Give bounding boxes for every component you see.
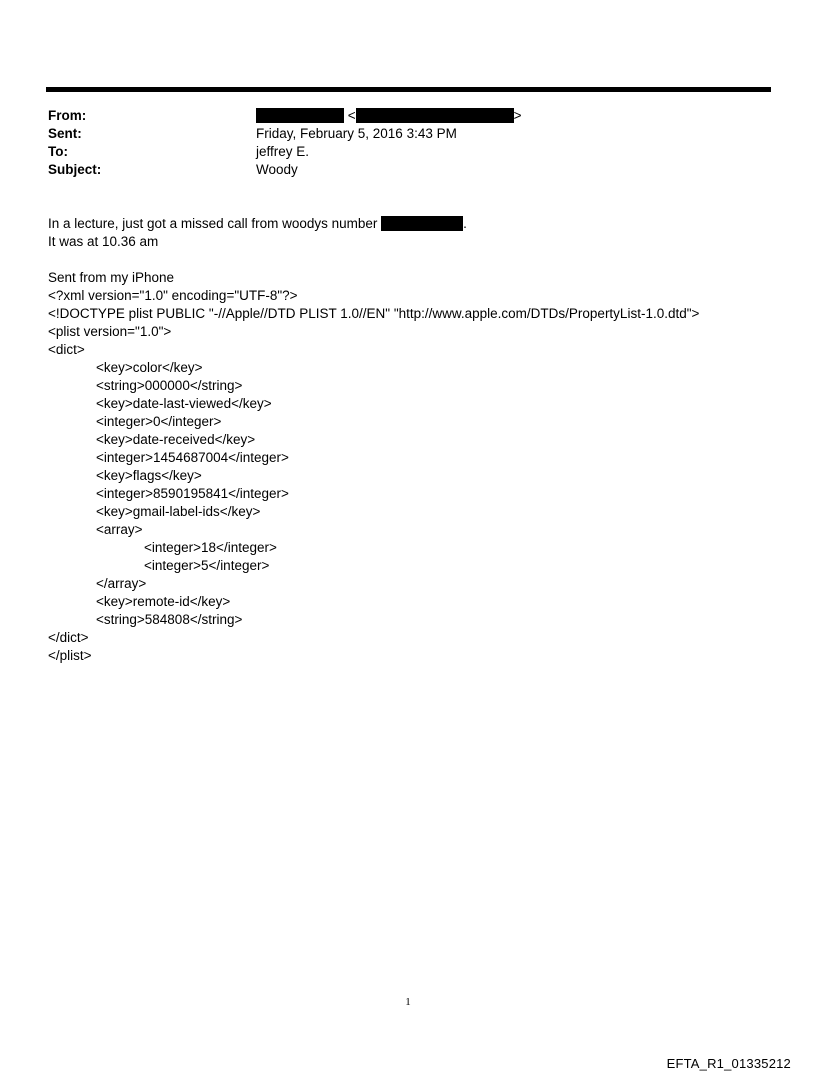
plist-line: <!DOCTYPE plist PUBLIC "-//Apple//DTD PLIST 1.0//EN" "http://www.apple.com/DTDs/PropertyList-1.0.dtd">	[48, 306, 700, 321]
to-label: To:	[48, 144, 68, 159]
signature: Sent from my iPhone	[48, 270, 175, 285]
page-number: 1	[405, 996, 411, 1008]
plist-line: <string>000000</string>	[96, 378, 243, 393]
plist-line: <plist version="1.0">	[48, 324, 172, 339]
to-value: jeffrey E.	[256, 144, 310, 159]
plist-line: </dict>	[48, 630, 89, 645]
body-line-1	[48, 215, 467, 233]
subject-label: Subject:	[48, 162, 102, 177]
redacted-phone-number	[381, 216, 463, 231]
plist-line: <integer>5</integer>	[144, 558, 270, 573]
plist-line: </array>	[96, 576, 147, 591]
plist-line: <integer>0</integer>	[96, 414, 222, 429]
plist-line: <key>flags</key>	[96, 468, 202, 483]
sent-value: Friday, February 5, 2016 3:43 PM	[256, 126, 457, 141]
plist-line: <?xml version="1.0" encoding="UTF-8"?>	[48, 288, 298, 303]
redacted-sender-name	[256, 108, 344, 123]
plist-line: <string>584808</string>	[96, 612, 243, 627]
plist-line: <integer>1454687004</integer>	[96, 450, 289, 465]
plist-line: <key>gmail-label-ids</key>	[96, 504, 261, 519]
plist-line: <integer>8590195841</integer>	[96, 486, 289, 501]
plist-line: <array>	[96, 522, 143, 537]
sent-label: Sent:	[48, 126, 82, 141]
from-open-bracket: <	[347, 108, 356, 123]
plist-line: <key>color</key>	[96, 360, 203, 375]
from-label: From:	[48, 108, 87, 123]
from-value	[256, 107, 522, 125]
document-id: EFTA_R1_01335212	[666, 1056, 791, 1071]
from-close-bracket: >	[513, 108, 522, 123]
body-line-2: It was at 10.36 am	[48, 234, 159, 249]
redacted-sender-email	[356, 108, 514, 123]
body-line-1-end: .	[463, 216, 467, 231]
body-line-1-text: In a lecture, just got a missed call from woodys number	[48, 216, 378, 231]
plist-line: <key>date-received</key>	[96, 432, 256, 447]
subject-value: Woody	[256, 162, 298, 177]
plist-line: <integer>18</integer>	[144, 540, 277, 555]
header-rule	[46, 87, 771, 92]
plist-line: </plist>	[48, 648, 92, 663]
plist-line: <key>date-last-viewed</key>	[96, 396, 272, 411]
plist-line: <key>remote-id</key>	[96, 594, 231, 609]
plist-line: <dict>	[48, 342, 85, 357]
